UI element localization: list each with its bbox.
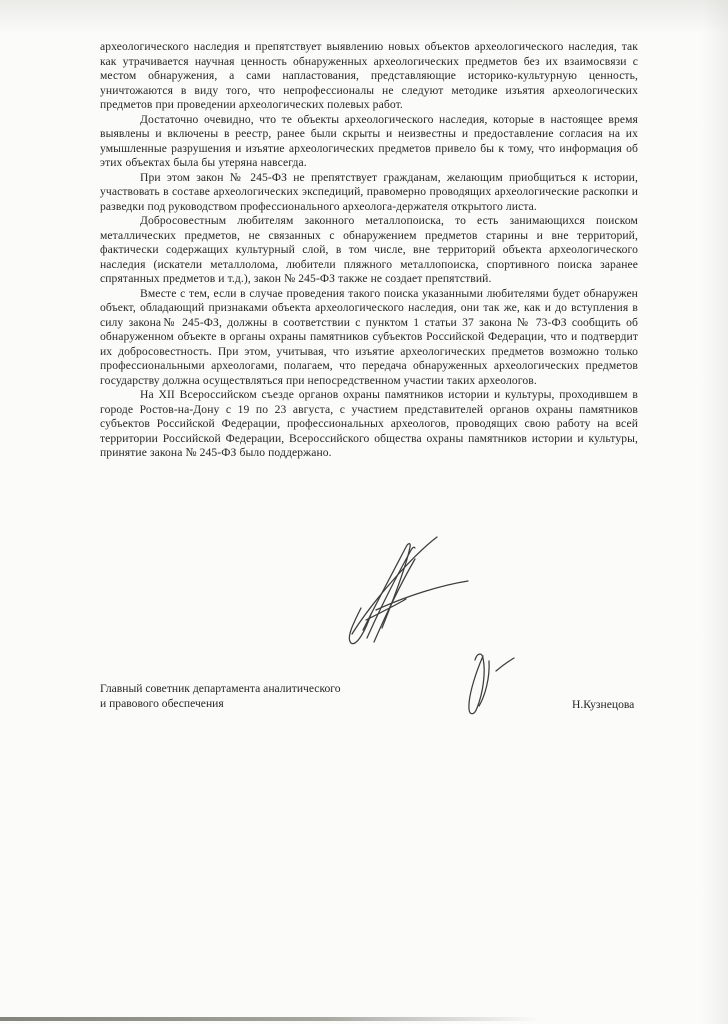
signer-title-line2: и правового обеспечения bbox=[100, 696, 224, 710]
signer-title-line1: Главный советник департамента аналитического bbox=[100, 682, 341, 695]
handwritten-signature-icon bbox=[338, 530, 483, 655]
document-body bbox=[100, 40, 638, 461]
paragraph: Вместе с тем, если в случае проведения такого поиска указанными любителями будет обнаружен объект, обладающий признаками объекта археологического наследия, они так же, как и до вступления в силу закона№ 245-ФЗ, должны в соответствии с пунктом 1 статьи 37 закона № 73-ФЗ сообщить об обнаруженном объекте в органы охраны памятников субъектов Российской Федерации, что и подтвердит их добросовестность. При этом, учитывая, что изъятие археологических предметов возможно только профессиональными археологами, полагаем, что передача обнаруженных археологических предметов государству должна осуществляться при непосредственном участии таких археологов. bbox=[100, 286, 638, 387]
paragraph: Добросовестным любителям законного металлопоиска, то есть занимающихся поиском металлических предметов, не связанных с обнаружением предметов старины и вне территорий, фактически содержащих культурный слой, в том числе, вне территорий объекта археологического наследия (искатели металлолома, любители пляжного металлопоиска, спортивного поиска заранее спрятанных предметов и т.д.), закон № 245-ФЗ также не создает препятствий. bbox=[100, 214, 638, 285]
signer-name: Н.Кузнецова bbox=[572, 698, 635, 711]
scan-edge-artifact bbox=[0, 1017, 540, 1021]
handwritten-initial-icon bbox=[456, 648, 518, 722]
paragraph: При этом закон № 245-ФЗ не препятствует гражданам, желающим приобщиться к истории, участвовать в составе археологических экспедиций, правомерно проводящих археологические раскопки и разведки под руководством профессионального археолога-держателя открытого листа. bbox=[100, 170, 638, 213]
paragraph: На XII Всероссийском съезде органов охраны памятников истории и культуры, проходившем в городе Ростов-на-Дону с 19 по 23 августа, с участием представителей органов охраны памятников субъектов Российской Федерации, профессиональных археологов, проводящих свою работу на всей территории Российской Федерации, Всероссийского общества охраны памятников истории и культуры, принятие закона № 245-ФЗ было поддержано. bbox=[100, 388, 638, 459]
signer-title bbox=[100, 682, 400, 711]
paragraph: Достаточно очевидно, что те объекты археологического наследия, которые в настоящее время выявлены и включены в реестр, ранее были скрыты и неизвестны и предоставление согласия на их умышленные разрушения и изъятие археологических предметов привело бы к тому, что информация об этих объектах была бы утеряна навсегда. bbox=[100, 112, 638, 169]
paragraph: археологического наследия и препятствует выявлению новых объектов археологического наследия, так как утрачивается научная ценность обнаруженных археологических предметов без их взаимосвязи с местом обнаружения, а сами напластования, представляющие историко-культурную ценность, уничтожаются в виду того, что непрофессионалы не следуют методике изъятия археологических предметов при проведении археологических полевых работ. bbox=[100, 40, 638, 111]
